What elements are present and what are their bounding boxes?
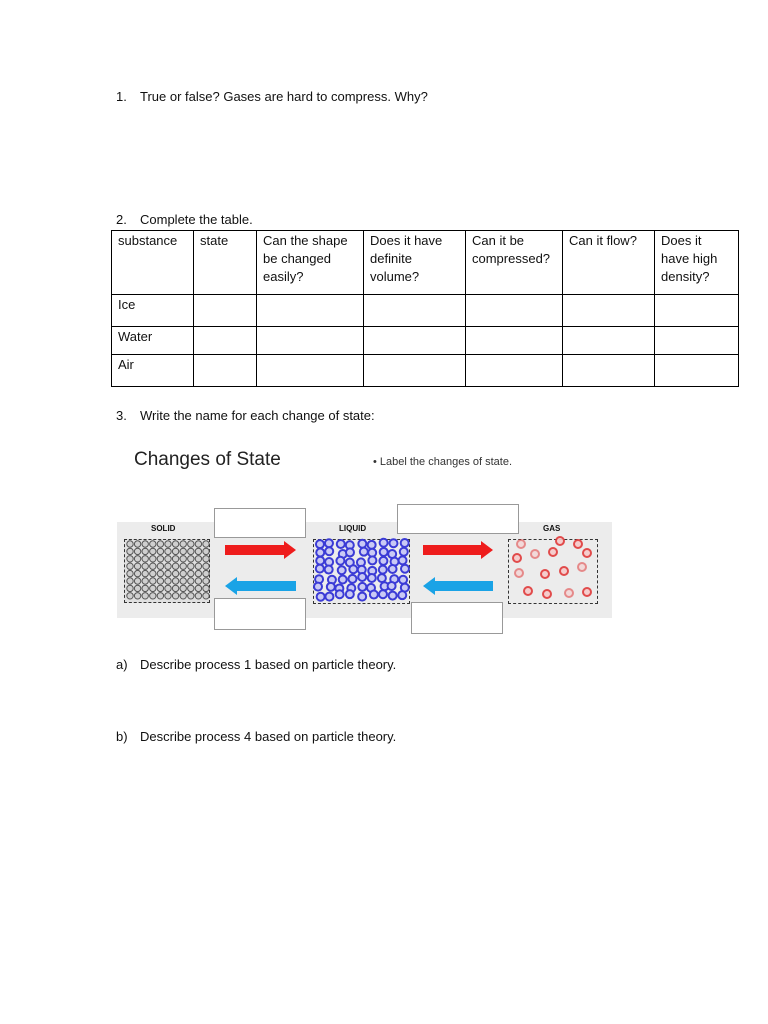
particle (188, 570, 194, 576)
particle (180, 541, 186, 547)
table-row (112, 295, 739, 327)
particle (317, 593, 325, 601)
particle (127, 563, 133, 569)
particle (172, 578, 178, 584)
particle (150, 563, 156, 569)
table-row (112, 355, 739, 387)
particle (565, 589, 573, 597)
liquid-label: LIQUID (339, 524, 367, 533)
answer-cell[interactable] (466, 355, 563, 387)
particle (325, 547, 333, 555)
particle (325, 539, 333, 547)
particle (203, 556, 209, 562)
particle (150, 541, 156, 547)
particle (188, 541, 194, 547)
particle (195, 593, 201, 599)
particle (157, 548, 163, 554)
particle (338, 566, 346, 574)
answer-cell[interactable] (655, 355, 739, 387)
particle (180, 593, 186, 599)
table-header: Does it have high density? (655, 231, 739, 295)
arrow-right-icon (423, 541, 493, 559)
particle (560, 567, 568, 575)
particle (142, 563, 148, 569)
particle (316, 565, 324, 573)
particle (172, 541, 178, 547)
answer-cell[interactable] (655, 295, 739, 327)
particle (399, 576, 407, 584)
particle (142, 578, 148, 584)
particle (150, 593, 156, 599)
particle (379, 590, 387, 598)
question-number: 1. (116, 89, 127, 104)
particle (134, 585, 140, 591)
particle (172, 548, 178, 554)
particle (127, 556, 133, 562)
particle (172, 570, 178, 576)
particle (380, 539, 388, 547)
question-text: Describe process 4 based on particle theory. (140, 729, 397, 744)
particle (378, 574, 386, 582)
particle (368, 574, 376, 582)
question-letter: a) (116, 657, 128, 672)
particle (327, 583, 335, 591)
particle (389, 592, 397, 600)
particle (389, 539, 397, 547)
particle (188, 593, 194, 599)
arrow-left-icon (225, 577, 296, 595)
substance-cell: Water (112, 327, 194, 355)
gas-label: GAS (543, 524, 561, 533)
particle (195, 556, 201, 562)
particle (150, 556, 156, 562)
answer-cell[interactable] (194, 295, 257, 327)
particle (358, 583, 366, 591)
question-1 (116, 89, 428, 104)
particle (157, 570, 163, 576)
answer-cell[interactable] (563, 327, 655, 355)
answer-box-1[interactable] (214, 508, 306, 538)
particle (165, 578, 171, 584)
particle (165, 563, 171, 569)
particle (165, 556, 171, 562)
particle (337, 540, 345, 548)
answer-cell[interactable] (466, 327, 563, 355)
table-header: Can it flow? (563, 231, 655, 295)
particle (358, 593, 366, 601)
particle (165, 548, 171, 554)
particle (134, 578, 140, 584)
particle (524, 587, 532, 595)
particle (127, 548, 133, 554)
diagram-title: Changes of State (134, 449, 281, 470)
question-b (116, 729, 396, 744)
states-table (111, 230, 739, 387)
answer-cell[interactable] (257, 295, 364, 327)
question-text: Complete the table. (140, 212, 253, 227)
answer-cell[interactable] (364, 355, 466, 387)
table-header: Can it be compressed? (466, 231, 563, 295)
particle (358, 540, 366, 548)
particle (400, 548, 408, 556)
particle (188, 578, 194, 584)
particle (142, 570, 148, 576)
table-header-row (112, 231, 739, 295)
question-2 (116, 212, 253, 227)
particle (195, 570, 201, 576)
question-number: 2. (116, 212, 127, 227)
answer-cell[interactable] (563, 295, 655, 327)
answer-cell[interactable] (563, 355, 655, 387)
particle (203, 593, 209, 599)
particle (398, 591, 406, 599)
particle (531, 550, 539, 558)
table-header: state (194, 231, 257, 295)
particle (165, 570, 171, 576)
particle (188, 585, 194, 591)
particle (583, 549, 591, 557)
particle (203, 563, 209, 569)
particle (195, 541, 201, 547)
table-header: Does it have definite volume? (364, 231, 466, 295)
answer-cell[interactable] (257, 327, 364, 355)
particle (150, 578, 156, 584)
particle (346, 590, 354, 598)
table-header: substance (112, 231, 194, 295)
changes-of-state-diagram (117, 440, 612, 640)
answer-cell[interactable] (194, 327, 257, 355)
particle (134, 563, 140, 569)
question-text: True or false? Gases are hard to compress. Why? (140, 89, 428, 104)
particle (316, 549, 324, 557)
particle (134, 556, 140, 562)
particle (195, 563, 201, 569)
particle (127, 570, 133, 576)
arrow-right-icon (225, 541, 296, 559)
particle (150, 570, 156, 576)
particle (157, 541, 163, 547)
particle (134, 593, 140, 599)
particle (180, 585, 186, 591)
particle (583, 588, 591, 596)
answer-cell[interactable] (364, 295, 466, 327)
particle (188, 548, 194, 554)
particle (142, 593, 148, 599)
table-row (112, 327, 739, 355)
question-letter: b) (116, 729, 128, 744)
answer-cell[interactable] (194, 355, 257, 387)
particle (142, 556, 148, 562)
particle (401, 565, 409, 573)
particle (165, 541, 171, 547)
substance-cell: Ice (112, 295, 194, 327)
particle (388, 582, 396, 590)
particle (203, 541, 209, 547)
particle (325, 566, 333, 574)
particle (380, 548, 388, 556)
particle (399, 556, 407, 564)
particle (203, 578, 209, 584)
answer-box-2[interactable] (397, 504, 519, 534)
answer-cell[interactable] (364, 327, 466, 355)
particle (142, 585, 148, 591)
particle (157, 578, 163, 584)
particle (325, 593, 333, 601)
question-text: Write the name for each change of state: (140, 408, 375, 423)
particle (368, 556, 376, 564)
table-header: Can the shape be changed easily? (257, 231, 364, 295)
solid-label: SOLID (151, 524, 176, 533)
diagram-instruction: • Label the changes of state. (373, 456, 513, 468)
particle (134, 541, 140, 547)
answer-cell[interactable] (655, 327, 739, 355)
particle (513, 554, 521, 562)
particle (172, 593, 178, 599)
substance-cell: Air (112, 355, 194, 387)
particle (360, 548, 368, 556)
particle (172, 556, 178, 562)
particle (157, 593, 163, 599)
particle (142, 541, 148, 547)
particle (316, 557, 324, 565)
particle (517, 540, 525, 548)
particle (150, 585, 156, 591)
particle (368, 541, 376, 549)
particle (203, 585, 209, 591)
particle (195, 578, 201, 584)
particle (349, 565, 357, 573)
particle (379, 557, 387, 565)
particle (339, 575, 347, 583)
particle (574, 540, 582, 548)
particle (180, 548, 186, 554)
particle (134, 548, 140, 554)
particle (180, 570, 186, 576)
particle (336, 557, 344, 565)
question-a (116, 657, 396, 672)
particle (165, 593, 171, 599)
particle (346, 548, 354, 556)
question-number: 3. (116, 408, 127, 423)
question-3 (116, 408, 375, 423)
particle (157, 585, 163, 591)
particle (543, 590, 551, 598)
particle (348, 575, 356, 583)
particle (401, 539, 409, 547)
particle (180, 563, 186, 569)
particle (180, 578, 186, 584)
particle (578, 563, 586, 571)
particle (157, 556, 163, 562)
particle (195, 548, 201, 554)
particle (203, 548, 209, 554)
particle (203, 570, 209, 576)
particle (172, 563, 178, 569)
particle (150, 548, 156, 554)
particle (134, 570, 140, 576)
particle (336, 590, 344, 598)
particle (314, 583, 322, 591)
particle (379, 566, 387, 574)
particle (127, 541, 133, 547)
particle (195, 585, 201, 591)
particle (358, 573, 366, 581)
particle (127, 578, 133, 584)
particle (541, 570, 549, 578)
particle (127, 585, 133, 591)
particle (165, 585, 171, 591)
particle (127, 593, 133, 599)
particle (370, 591, 378, 599)
particle (157, 563, 163, 569)
particle (172, 585, 178, 591)
question-text: Describe process 1 based on particle theory. (140, 657, 397, 672)
particle (142, 548, 148, 554)
particle (180, 556, 186, 562)
particle (188, 556, 194, 562)
particle (515, 569, 523, 577)
particles-and-arrows (117, 440, 612, 640)
arrow-left-icon (423, 577, 493, 595)
particle (188, 563, 194, 569)
particle (549, 548, 557, 556)
particle (556, 537, 564, 545)
answer-box-4[interactable] (411, 602, 503, 634)
particle (316, 540, 324, 548)
answer-cell[interactable] (257, 355, 364, 387)
answer-cell[interactable] (466, 295, 563, 327)
answer-box-3[interactable] (214, 598, 306, 630)
particle (389, 565, 397, 573)
